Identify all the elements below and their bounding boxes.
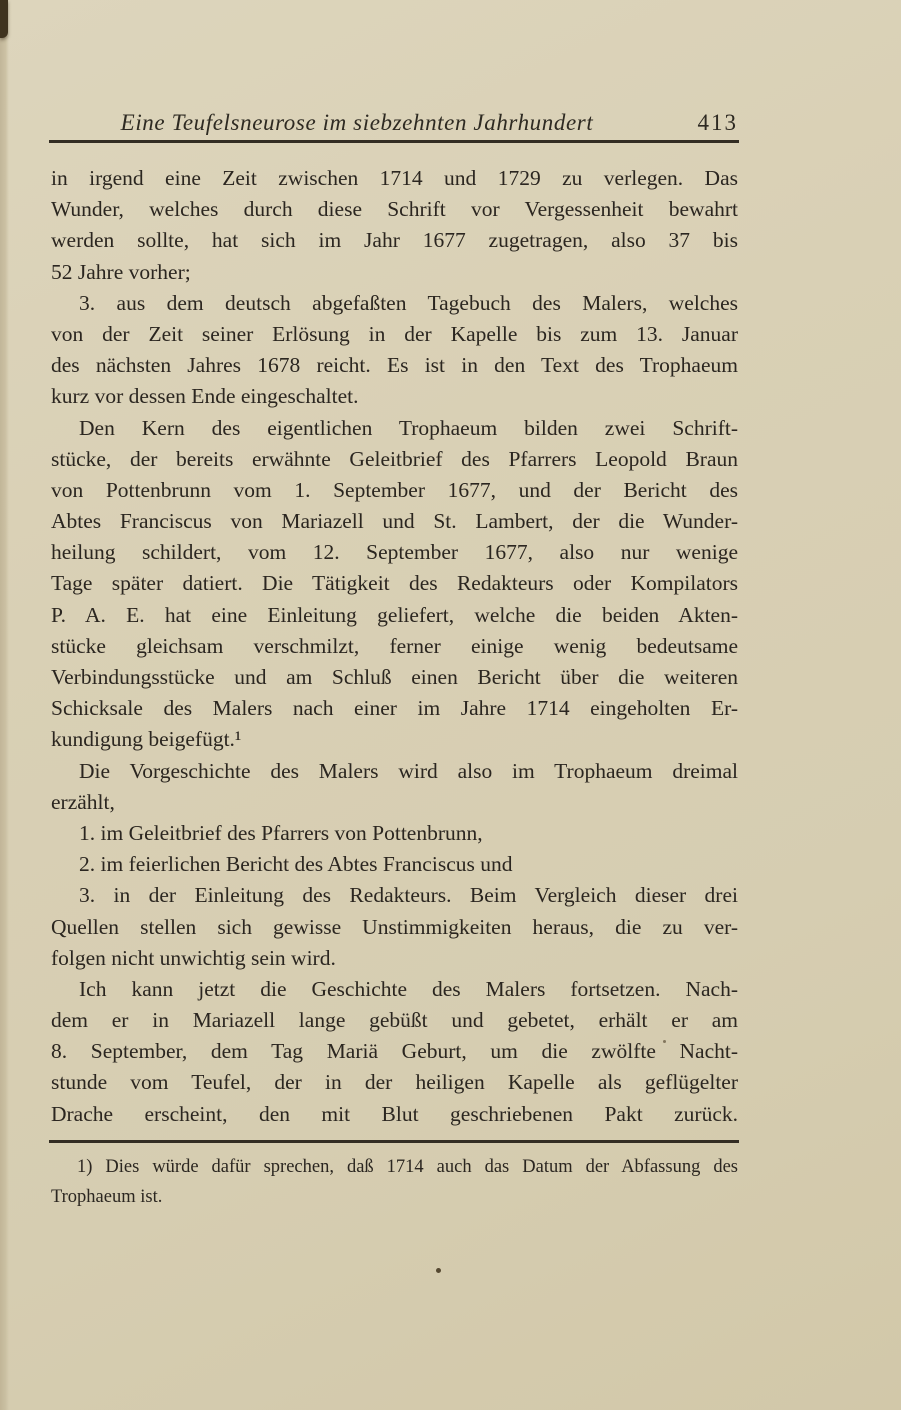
running-header-title: Eine Teufelsneurose im siebzehnten Jahrhundert xyxy=(120,110,594,135)
text-line: Verbindungsstücke und am Schluß einen Bericht über die weiteren xyxy=(51,665,738,689)
page-number: 413 xyxy=(697,110,738,135)
text-line: Trophaeum ist. xyxy=(51,1186,163,1207)
text-line: Die Vorgeschichte des Malers wird also im Trophaeum dreimal xyxy=(79,758,738,783)
text-line: kurz vor dessen Ende eingeschaltet. xyxy=(51,384,359,409)
body-text xyxy=(51,163,738,1130)
scan-page-edge xyxy=(0,0,9,1410)
text-line: werden sollte, hat sich im Jahr 1677 zugetragen, also 37 bis xyxy=(51,228,738,253)
text-line: Drache erscheint, den mit Blut geschriebenen Pakt zurück. xyxy=(51,1101,738,1126)
text-line: Ich kann jetzt die Geschichte des Malers fortsetzen. Nach- xyxy=(79,976,738,1001)
text-line: Wunder, welches durch diese Schrift vor Vergessenheit bewahrt xyxy=(51,197,738,222)
running-header xyxy=(51,110,738,140)
text-line: von der Zeit seiner Erlösung in der Kapelle bis zum 13. Januar xyxy=(51,321,738,346)
text-line: 8. September, dem Tag Mariä Geburt, um die zwölfte Nacht- xyxy=(51,1039,738,1064)
footnote xyxy=(51,1153,738,1212)
text-line: stunde vom Teufel, der in der heiligen Kapelle als geflügelter xyxy=(51,1070,738,1095)
text-line: dem er in Mariazell lange gebüßt und gebetet, erhält er am xyxy=(51,1008,738,1033)
text-line: von Pottenbrunn vom 1. September 1677, und der Bericht des xyxy=(51,477,738,502)
text-line: Schicksale des Malers nach einer im Jahre 1714 eingeholten Er- xyxy=(51,696,738,721)
text-line: 1. im Geleitbrief des Pfarrers von Pottenbrunn, xyxy=(79,820,483,845)
text-line: stücke, der bereits erwähnte Geleitbrief des Pfarrers Leopold Braun xyxy=(51,446,738,471)
text-line: P. A. E. hat eine Einleitung geliefert, welche die beiden Akten- xyxy=(51,602,738,627)
text-line: 52 Jahre vorher; xyxy=(51,259,191,284)
text-line: 1) Dies würde dafür sprechen, daß 1714 auch das Datum der Abfassung des xyxy=(77,1157,738,1177)
paper-speck xyxy=(436,1268,441,1273)
text-line: kundigung beigefügt.¹ xyxy=(51,727,242,752)
text-line: Den Kern des eigentlichen Trophaeum bilden zwei Schrift- xyxy=(79,415,738,440)
text-line: Quellen stellen sich gewisse Unstimmigkeiten heraus, die zu ver- xyxy=(51,914,738,939)
header-rule xyxy=(49,140,739,143)
footnote-rule xyxy=(49,1140,739,1143)
text-line: stücke gleichsam verschmilzt, ferner einige wenig bedeutsame xyxy=(51,633,738,658)
text-line: Abtes Franciscus von Mariazell und St. Lambert, der die Wunder- xyxy=(51,509,738,534)
scan-corner-mark xyxy=(0,0,8,38)
text-line: heilung schildert, vom 12. September 1677, also nur wenige xyxy=(51,540,738,565)
text-line: Tage später datiert. Die Tätigkeit des Redakteurs oder Kompilators xyxy=(51,571,738,596)
text-line: des nächsten Jahres 1678 reicht. Es ist in den Text des Trophaeum xyxy=(51,353,738,378)
text-line: 3. in der Einleitung des Redakteurs. Beim Vergleich dieser drei xyxy=(79,883,738,908)
text-line: 3. aus dem deutsch abgefaßten Tagebuch des Malers, welches xyxy=(79,290,738,315)
text-line: in irgend eine Zeit zwischen 1714 und 1729 zu verlegen. Das xyxy=(51,166,738,190)
text-line: folgen nicht unwichtig sein wird. xyxy=(51,945,336,970)
text-line: erzählt, xyxy=(51,789,115,814)
text-line: 2. im feierlichen Bericht des Abtes Franciscus und xyxy=(79,852,513,877)
